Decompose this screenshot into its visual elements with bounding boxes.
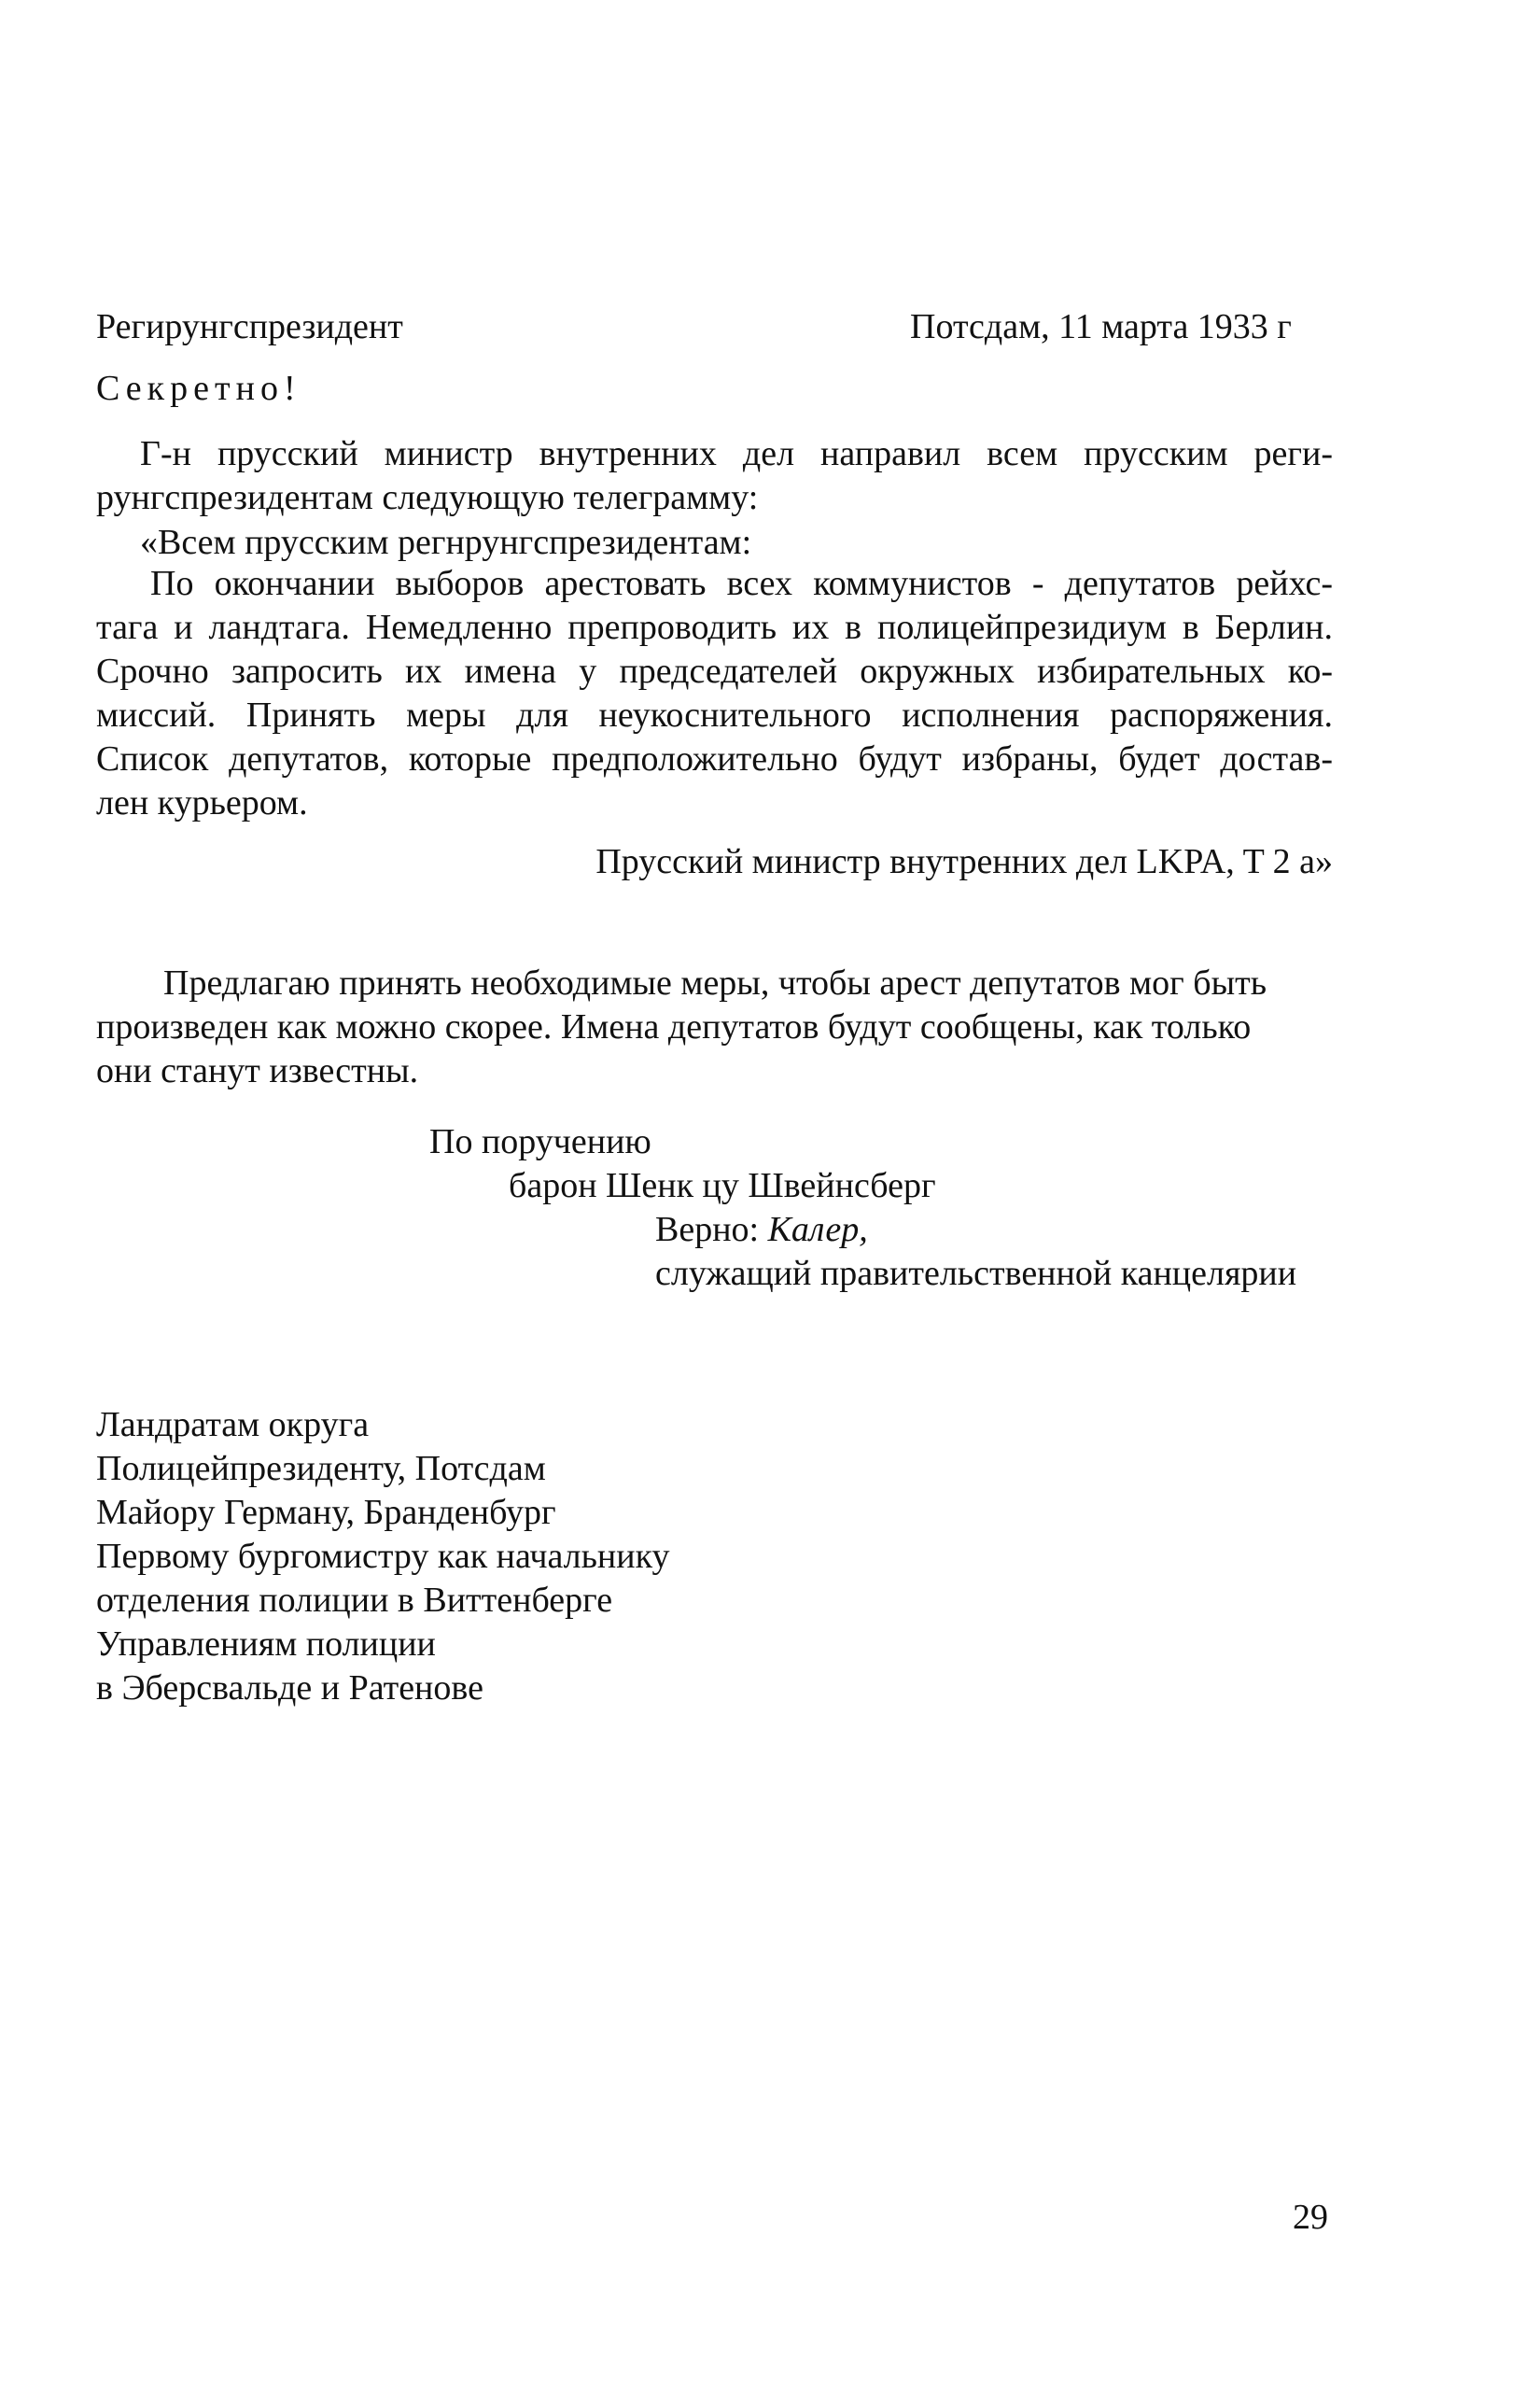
proposal-line: Предлагаю принять необходимые меры, чтобы арест депутатов мог быть — [163, 963, 1267, 1003]
telegram-body — [96, 562, 1333, 825]
recipient-item: Полицейпрезиденту, Потсдам — [96, 1449, 546, 1488]
by-order-label: По поручению — [429, 1122, 651, 1161]
recipient-item: Майору Герману, Бранденбург — [96, 1493, 556, 1532]
telegram-line: Список депутатов, которые предположительно будут избраны, будет достав- — [96, 739, 1333, 779]
certified-name: Калер, — [767, 1210, 868, 1249]
signer-name: барон Шенк цу Швейнсберг — [509, 1166, 936, 1205]
sender-title: Регирунгспрезидент — [96, 307, 403, 346]
intro-line: Г-н прусский министр внутренних дел направил всем прусским реги- — [140, 434, 1333, 473]
proposal-line: произведен как можно скорее. Имена депутатов будут сообщены, как только — [96, 1007, 1252, 1047]
classification-mark: Секретно! — [96, 369, 301, 408]
recipient-item: в Эберсвальде и Ратенове — [96, 1668, 483, 1708]
telegram-line: По окончании выборов арестовать всех коммунистов - депутатов рейхс- — [150, 564, 1333, 603]
certified-line — [655, 1208, 868, 1251]
telegram-line: лен курьером. — [96, 783, 308, 822]
telegram-address: «Всем прусским регнрунгспрезидентам: — [140, 523, 752, 562]
intro-line: рунгспрезидентам следующую телеграмму: — [96, 478, 759, 517]
recipient-item: Управлениям полиции — [96, 1624, 436, 1664]
page-number: 29 — [1293, 2198, 1328, 2237]
recipient-item: отделения полиции в Виттенберге — [96, 1581, 613, 1620]
telegram-signature: Прусский министр внутренних дел LKPA, T 2 a» — [595, 842, 1333, 881]
certified-title: служащий правительственной канцелярии — [655, 1254, 1297, 1293]
telegram-line: тага и ландтага. Немедленно препроводить их в полицейпрезидиум в Берлин. — [96, 608, 1333, 647]
certified-label: Верно: — [655, 1210, 760, 1249]
intro-paragraph — [96, 432, 1333, 520]
proposal-line: они станут известны. — [96, 1051, 419, 1090]
place-date: Потсдам, 11 марта 1933 г — [910, 307, 1292, 346]
recipient-item: Первому бургомистру как начальнику — [96, 1537, 670, 1576]
telegram-line: миссий. Принять меры для неукоснительного исполнения распоряжения. — [96, 696, 1333, 735]
telegram-line: Срочно запросить их имена у председателей окружных избирательных ко- — [96, 652, 1333, 691]
recipient-item: Ландратам округа — [96, 1405, 370, 1444]
